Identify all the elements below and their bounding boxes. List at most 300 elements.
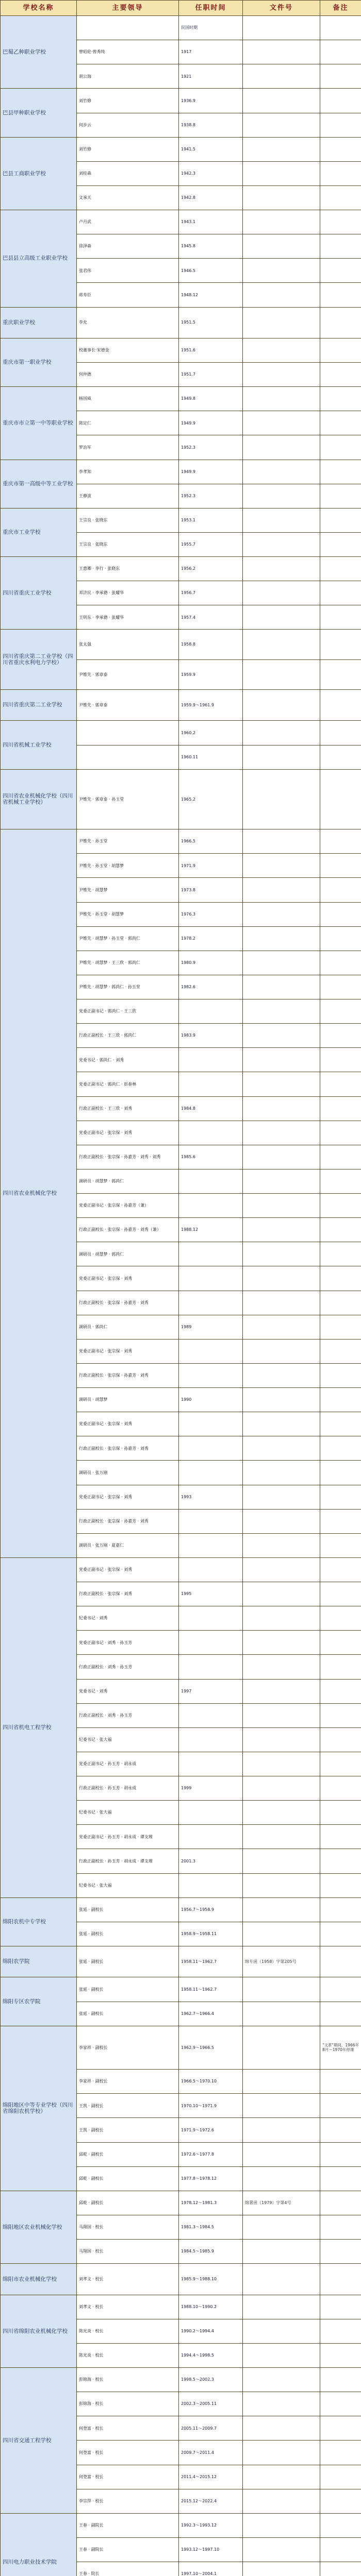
note-cell xyxy=(320,185,361,210)
period-cell: 1943.1 xyxy=(179,210,243,234)
note-cell xyxy=(320,581,361,605)
period-cell: 1980.9 xyxy=(179,951,243,975)
leader-cell: 王宗良 · 张晓东 xyxy=(77,532,179,556)
table-row xyxy=(1,769,361,829)
doc-number-cell xyxy=(243,902,320,926)
leader-cell: 王静波 xyxy=(77,484,179,508)
school-name-cell: 重庆市工业学校 xyxy=(1,508,77,556)
col-header-doc: 文件号 xyxy=(243,1,320,16)
leader-cell: 王春 · 副院长 xyxy=(77,2513,179,2537)
school-name-cell: 巴县县立高级工业职业学校 xyxy=(1,210,77,308)
doc-number-cell xyxy=(243,1679,320,1703)
leader-cell: 李孝知 xyxy=(77,460,179,484)
table-row xyxy=(1,1977,361,2002)
leader-cell: 张延 · 副校长 xyxy=(77,2002,179,2026)
note-cell xyxy=(320,307,361,338)
table-row xyxy=(1,557,361,581)
leader-cell: 尹维先 · 孙玉堂 · 胡慧梦 xyxy=(77,902,179,926)
doc-number-cell xyxy=(243,2368,320,2392)
note-cell xyxy=(320,1582,361,1606)
leader-cell: 李家祥 · 副校长 xyxy=(77,2070,179,2094)
doc-number-cell xyxy=(243,999,320,1024)
doc-number-cell xyxy=(243,2537,320,2562)
note-cell xyxy=(320,2142,361,2166)
period-cell xyxy=(179,1557,243,1582)
note-cell xyxy=(320,1606,361,1631)
note-cell xyxy=(320,113,361,137)
leader-cell: 刘竹修 xyxy=(77,137,179,161)
doc-number-cell xyxy=(243,2489,320,2513)
school-name-cell: 四川省农业机械化学校 xyxy=(1,829,77,1558)
doc-number-cell xyxy=(243,283,320,307)
note-cell xyxy=(320,1436,361,1461)
col-header-school: 学校名称 xyxy=(1,1,77,16)
doc-number-cell xyxy=(243,1388,320,1412)
period-cell: 2005.11～2009.7 xyxy=(179,2416,243,2441)
table-row xyxy=(1,689,361,720)
period-cell: 1995 xyxy=(179,1582,243,1606)
leader-cell: 张延 · 副校长 xyxy=(77,1922,179,1946)
note-cell xyxy=(320,89,361,113)
leader-cell: 刘孝文 · 校长 xyxy=(77,2264,179,2295)
table-row xyxy=(1,2191,361,2215)
note-cell xyxy=(320,659,361,689)
leader-cell: 尹维先 · 孙玉堂 · 胡慧梦 xyxy=(77,854,179,878)
leader-cell: 行政正副校长 · 张宗保 · 刘秀 xyxy=(77,1582,179,1606)
period-cell xyxy=(179,1727,243,1752)
school-name-cell: 绵阳市农业机械化学校 xyxy=(1,2264,77,2295)
period-cell: 2009.7～2011.4 xyxy=(179,2441,243,2465)
note-cell xyxy=(320,975,361,999)
doc-number-cell xyxy=(243,1922,320,1946)
period-cell xyxy=(179,1461,243,1485)
period-cell: 1962.7～1966.4 xyxy=(179,2002,243,2026)
note-cell xyxy=(320,1977,361,2002)
note-cell xyxy=(320,2319,361,2343)
note-cell xyxy=(320,1194,361,1218)
note-cell xyxy=(320,16,361,40)
leader-cell: 马翔国 · 校长 xyxy=(77,2215,179,2239)
school-name-cell: 四川省重庆第二工业学校（四川省重庆水利电力学校） xyxy=(1,630,77,690)
period-cell xyxy=(179,1825,243,1849)
leader-cell: 何步云 xyxy=(77,113,179,137)
leader-cell: 党委正副书记 · 张宗保 · 刘秀 xyxy=(77,1412,179,1436)
period-cell: 1938.8 xyxy=(179,113,243,137)
note-cell xyxy=(320,1873,361,1897)
leader-cell: 徐泽森 xyxy=(77,234,179,259)
doc-number-cell xyxy=(243,1606,320,1631)
doc-number-cell xyxy=(243,2465,320,2489)
period-cell: 1936.9 xyxy=(179,89,243,113)
period-cell xyxy=(179,1533,243,1557)
note-cell xyxy=(320,411,361,435)
note-cell xyxy=(320,387,361,411)
leader-cell: 纪委书记 · 刘秀 xyxy=(77,1606,179,1631)
note-cell xyxy=(320,1557,361,1582)
school-name-cell: 绵阳专区农学院 xyxy=(1,1977,77,2026)
doc-number-cell xyxy=(243,878,320,902)
leader-cell: 尹维先 · 郭章泰 xyxy=(77,689,179,720)
doc-number-cell xyxy=(243,1703,320,1727)
leader-cell xyxy=(77,16,179,40)
doc-number-cell xyxy=(243,2562,320,2576)
doc-number-cell xyxy=(243,1461,320,1485)
period-cell: 1978.12～1981.3 xyxy=(179,2191,243,2215)
doc-number-cell xyxy=(243,89,320,113)
doc-number-cell xyxy=(243,721,320,745)
table-row xyxy=(1,2368,361,2392)
school-name-cell: 巴县工商职业学校 xyxy=(1,137,77,210)
period-cell xyxy=(179,1169,243,1193)
school-name-cell: 绵阳农机中专学校 xyxy=(1,1897,77,1946)
school-name-cell: 四川省重庆第二工业学校 xyxy=(1,689,77,720)
leader-cell: 文承天 xyxy=(77,185,179,210)
leader-cell: 胡公海 xyxy=(77,64,179,89)
table-row xyxy=(1,460,361,484)
doc-number-cell xyxy=(243,1218,320,1242)
leader-cell: 行政正副校长 · 张宗保 · 孙嘉芳 · 刘秀 · 刘秀 xyxy=(77,1145,179,1169)
note-cell xyxy=(320,2489,361,2513)
leader-cell: 尹维先 · 胡慧梦 · 孙玉堂 · 郭尚仁 xyxy=(77,926,179,951)
period-cell: 1999 xyxy=(179,1776,243,1801)
note-cell xyxy=(320,630,361,659)
period-cell: 1966.5 xyxy=(179,829,243,854)
period-cell: 2011.4～2015.12 xyxy=(179,2465,243,2489)
period-cell: 1949.9 xyxy=(179,460,243,484)
doc-number-cell xyxy=(243,1194,320,1218)
doc-number-cell xyxy=(243,1655,320,1679)
doc-number-cell xyxy=(243,829,320,854)
note-cell xyxy=(320,1655,361,1679)
note-cell xyxy=(320,2513,361,2537)
leader-cell: 调研员 · 郭尚仁 xyxy=(77,1315,179,1339)
note-cell xyxy=(320,1946,361,1977)
leader-cell: 陈光炎 · 校长 xyxy=(77,2343,179,2367)
leader-cell: 彭锦海 · 校长 xyxy=(77,2392,179,2416)
doc-number-cell xyxy=(243,1363,320,1387)
leader-cell: 尹维先 · 胡慧梦 · 郭尚仁 · 孙玉堂 xyxy=(77,975,179,999)
period-cell: 1988.12 xyxy=(179,1218,243,1242)
doc-number-cell xyxy=(243,1339,320,1363)
note-cell xyxy=(320,1242,361,1266)
note-cell xyxy=(320,2264,361,2295)
period-cell xyxy=(179,1266,243,1291)
period-cell: 1952.3 xyxy=(179,484,243,508)
period-cell: 1997 xyxy=(179,1679,243,1703)
school-name-cell: 绵阳地区中等专业学校（四川省绵阳农机学校） xyxy=(1,2026,77,2191)
note-cell xyxy=(320,689,361,720)
doc-number-cell xyxy=(243,1582,320,1606)
note-cell xyxy=(320,1388,361,1412)
leader-cell: 邱乾 · 副校长 xyxy=(77,2191,179,2215)
doc-number-cell xyxy=(243,1509,320,1533)
note-cell xyxy=(320,460,361,484)
doc-number-cell xyxy=(243,435,320,460)
table-row xyxy=(1,1897,361,1922)
leader-cell: 何登富 · 校长 xyxy=(77,2416,179,2441)
period-cell: 1956.7 xyxy=(179,581,243,605)
table-row xyxy=(1,2026,361,2070)
leader-cell: 行政正副校长 · 王三欣 · 郭尚仁 xyxy=(77,1024,179,1048)
school-name-cell: 巴蜀乙种职业学校 xyxy=(1,16,77,89)
period-cell: 1984.5～1985.9 xyxy=(179,2240,243,2264)
doc-number-cell xyxy=(243,508,320,532)
note-cell xyxy=(320,999,361,1024)
table-row xyxy=(1,508,361,532)
leader-cell: 尹维先 · 郭章泰 xyxy=(77,659,179,689)
doc-number-cell xyxy=(243,259,320,283)
leader-cell: 党委正副书记 · 张宗保 · 刘秀 xyxy=(77,1266,179,1291)
doc-number-cell xyxy=(243,234,320,259)
note-cell xyxy=(320,259,361,283)
period-cell xyxy=(179,1752,243,1776)
doc-number-cell xyxy=(243,387,320,411)
period-cell: 1958.8 xyxy=(179,630,243,659)
period-cell: 1992.3～1993.12 xyxy=(179,2513,243,2537)
leader-cell: 何仲德 xyxy=(77,363,179,387)
doc-number-cell xyxy=(243,605,320,630)
doc-number-cell xyxy=(243,1412,320,1436)
period-cell: 1957.4 xyxy=(179,605,243,630)
leader-cell: 邱乾 · 副校长 xyxy=(77,2166,179,2191)
period-cell: 1970.10～1971.9 xyxy=(179,2094,243,2118)
note-cell xyxy=(320,1363,361,1387)
school-name-cell: 四川省机械工业学校 xyxy=(1,721,77,769)
doc-number-cell xyxy=(243,1849,320,1873)
period-cell xyxy=(179,1655,243,1679)
note-cell xyxy=(320,508,361,532)
period-cell: 1960.11 xyxy=(179,745,243,769)
leader-cell: 党委正副书记 · 张宗保 · 孙嘉芳（兼） xyxy=(77,1194,179,1218)
period-cell xyxy=(179,1048,243,1072)
leader-cell xyxy=(77,721,179,745)
leader-cell: 调研员 · 张万刚 · 夏嘉仁 xyxy=(77,1533,179,1557)
leader-cell: 行政正副校长 · 孙玉芳 · 胡永成 xyxy=(77,1776,179,1801)
note-cell xyxy=(320,1849,361,1873)
period-cell xyxy=(179,1873,243,1897)
note-cell xyxy=(320,1776,361,1801)
period-cell: 1990.2～1994.4 xyxy=(179,2319,243,2343)
note-cell xyxy=(320,2295,361,2319)
note-cell xyxy=(320,1922,361,1946)
doc-number-cell xyxy=(243,2513,320,2537)
doc-number-cell xyxy=(243,1096,320,1121)
note-cell xyxy=(320,1825,361,1849)
period-cell xyxy=(179,1703,243,1727)
period-cell: 1960.2 xyxy=(179,721,243,745)
leader-cell: 行政正副校长 · 张宗保 · 孙嘉芳 · 刘秀 xyxy=(77,1291,179,1315)
note-cell xyxy=(320,1121,361,1145)
period-cell xyxy=(179,1801,243,1825)
leader-cell: 何登富 · 校长 xyxy=(77,2441,179,2465)
doc-number-cell xyxy=(243,2319,320,2343)
col-header-period: 任职时间 xyxy=(179,1,243,16)
note-cell xyxy=(320,1145,361,1169)
leader-cell: 尹维先 · 胡慧梦 · 王三欣 · 郭尚仁 xyxy=(77,951,179,975)
table-row xyxy=(1,1946,361,1977)
doc-number-cell xyxy=(243,64,320,89)
note-cell xyxy=(320,854,361,878)
period-cell: 1976.3 xyxy=(179,902,243,926)
doc-number-cell xyxy=(243,1897,320,1922)
doc-number-cell xyxy=(243,2094,320,2118)
leader-cell: 王春 · 副院长 xyxy=(77,2537,179,2562)
table-row xyxy=(1,387,361,411)
doc-number-cell xyxy=(243,1072,320,1096)
doc-number-cell xyxy=(243,1485,320,1509)
period-cell: 1951.7 xyxy=(179,363,243,387)
leader-cell: 李家祥 · 副校长 xyxy=(77,2026,179,2070)
doc-number-cell xyxy=(243,1873,320,1897)
period-cell: 1956.2 xyxy=(179,557,243,581)
doc-number-cell xyxy=(243,1727,320,1752)
period-cell: 1993 xyxy=(179,1485,243,1509)
note-cell xyxy=(320,1509,361,1533)
period-cell: 1966.5～1970.10 xyxy=(179,2070,243,2094)
doc-number-cell xyxy=(243,1631,320,1655)
school-name-cell: 重庆职业学校 xyxy=(1,307,77,338)
note-cell xyxy=(320,1096,361,1121)
leader-cell: 张延 · 副校长 xyxy=(77,1977,179,2002)
note-cell xyxy=(320,2094,361,2118)
doc-number-cell xyxy=(243,338,320,362)
doc-number-cell xyxy=(243,769,320,829)
school-name-cell: 四川电力职业技术学院 xyxy=(1,2513,77,2576)
table-row xyxy=(1,2513,361,2537)
note-cell xyxy=(320,1703,361,1727)
doc-number-cell xyxy=(243,1315,320,1339)
leader-cell: 行政正副校长 · 张宗保 · 孙嘉芳 · 刘秀 xyxy=(77,1363,179,1387)
leader-cell: 调研员 · 张万刚 xyxy=(77,1461,179,1485)
note-cell xyxy=(320,1218,361,1242)
period-cell: 1982.6 xyxy=(179,975,243,999)
note-cell xyxy=(320,2368,361,2392)
note-cell xyxy=(320,532,361,556)
note-cell xyxy=(320,2002,361,2026)
leader-cell: 行政正副校长 · 张宗保 · 孙嘉芳 · 刘秀 xyxy=(77,1509,179,1533)
period-cell: 1956.7～1958.9 xyxy=(179,1897,243,1922)
doc-number-cell xyxy=(243,2295,320,2319)
period-cell: 民国时期 xyxy=(179,16,243,40)
note-cell xyxy=(320,1897,361,1922)
leader-cell: 党委正副书记 · 孙玉芳 · 胡永成 xyxy=(77,1752,179,1776)
doc-number-cell xyxy=(243,2264,320,2295)
period-cell: 1951.6 xyxy=(179,338,243,362)
doc-number-cell xyxy=(243,40,320,64)
note-cell xyxy=(320,1072,361,1096)
period-cell: 1978.2 xyxy=(179,926,243,951)
doc-number-cell xyxy=(243,2392,320,2416)
doc-number-cell xyxy=(243,137,320,161)
doc-number-cell xyxy=(243,659,320,689)
doc-number-cell xyxy=(243,1242,320,1266)
period-cell: 1981.3～1984.5 xyxy=(179,2215,243,2239)
leader-cell: 王凯 · 副校长 xyxy=(77,2094,179,2118)
leader-cell: 调研员 · 胡慧梦 · 郭尚仁 xyxy=(77,1242,179,1266)
period-cell: 2001.3 xyxy=(179,1849,243,1873)
period-cell: 1921 xyxy=(179,64,243,89)
doc-number-cell xyxy=(243,1048,320,1072)
leader-cell: 调研员 · 胡慧梦 · 郭尚仁 xyxy=(77,1169,179,1193)
leader-cell: 罗治军 xyxy=(77,435,179,460)
period-cell: 1985.9～1988.10 xyxy=(179,2264,243,2295)
note-cell xyxy=(320,1339,361,1363)
doc-number-cell xyxy=(243,484,320,508)
table-row xyxy=(1,721,361,745)
period-cell: 1942.8 xyxy=(179,185,243,210)
note-cell xyxy=(320,878,361,902)
period-cell: 1951.5 xyxy=(179,307,243,338)
period-cell: 1958.11～1962.7 xyxy=(179,1977,243,2002)
leader-cell: 行政正副校长 · 王三欣 · 刘秀 xyxy=(77,1096,179,1121)
doc-number-cell xyxy=(243,1801,320,1825)
period-cell: 1955.7 xyxy=(179,532,243,556)
doc-number-cell xyxy=(243,1752,320,1776)
period-cell: 1998.5～2002.3 xyxy=(179,2368,243,2392)
period-cell: 1958.9～1958.11 xyxy=(179,1922,243,1946)
table-row xyxy=(1,630,361,659)
doc-number-cell: 绵专函（1958）字第205号 xyxy=(243,1946,320,1977)
doc-number-cell xyxy=(243,1533,320,1557)
doc-number-cell xyxy=(243,1436,320,1461)
note-cell xyxy=(320,1485,361,1509)
leader-cell: 党委正副书记 · 郭尚仁 · 彭春林 xyxy=(77,1072,179,1096)
doc-number-cell xyxy=(243,307,320,338)
note-cell xyxy=(320,1048,361,1072)
note-cell xyxy=(320,2416,361,2441)
leader-cell: 王惠卿 · 李行 · 张晓东 xyxy=(77,557,179,581)
doc-number-cell xyxy=(243,630,320,659)
leader-cell: 党委正副书记 · 张宗保 · 刘秀 xyxy=(77,1339,179,1363)
period-cell: 1972.6～1977.8 xyxy=(179,2142,243,2166)
doc-number-cell xyxy=(243,2026,320,2070)
doc-number-cell xyxy=(243,1776,320,1801)
note-cell xyxy=(320,721,361,745)
note-cell xyxy=(320,1266,361,1291)
note-cell xyxy=(320,234,361,259)
leader-cell: 曾昭伦·曾秀纯 xyxy=(77,40,179,64)
leader-cell: 陈定仁 xyxy=(77,411,179,435)
leader-cell: 尹维先 · 胡慧梦 xyxy=(77,878,179,902)
table-row xyxy=(1,210,361,234)
table-header-row xyxy=(1,1,361,16)
note-cell xyxy=(320,2215,361,2239)
school-name-cell: 重庆市第一高级中等工业学校 xyxy=(1,460,77,508)
period-cell: 1997.10～2004.1 xyxy=(179,2562,243,2576)
period-cell: 1973.8 xyxy=(179,878,243,902)
period-cell: 1941.5 xyxy=(179,137,243,161)
period-cell: 1958.11～1962.7 xyxy=(179,1946,243,1977)
period-cell: 1917 xyxy=(179,40,243,64)
school-name-cell: 四川省农业机械化学校（四川省机械工业学校） xyxy=(1,769,77,829)
note-cell xyxy=(320,363,361,387)
leader-cell: 党委正副书记 · 张宗保 · 刘秀 xyxy=(77,1557,179,1582)
table-row xyxy=(1,829,361,854)
note-cell xyxy=(320,210,361,234)
period-cell xyxy=(179,1412,243,1436)
doc-number-cell xyxy=(243,1557,320,1582)
note-cell xyxy=(320,2392,361,2416)
leader-cell: 校董事长·宋德金 xyxy=(77,338,179,362)
leader-cell: 党委正副书记 · 张宗保 · 刘秀 xyxy=(77,1121,179,1145)
note-cell xyxy=(320,1752,361,1776)
note-cell xyxy=(320,1315,361,1339)
table-row xyxy=(1,89,361,113)
leader-cell: 纪委书记 · 张大福 xyxy=(77,1727,179,1752)
period-cell: 1985.6 xyxy=(179,1145,243,1169)
doc-number-cell xyxy=(243,951,320,975)
school-name-cell: 巴县甲种职业学校 xyxy=(1,89,77,137)
